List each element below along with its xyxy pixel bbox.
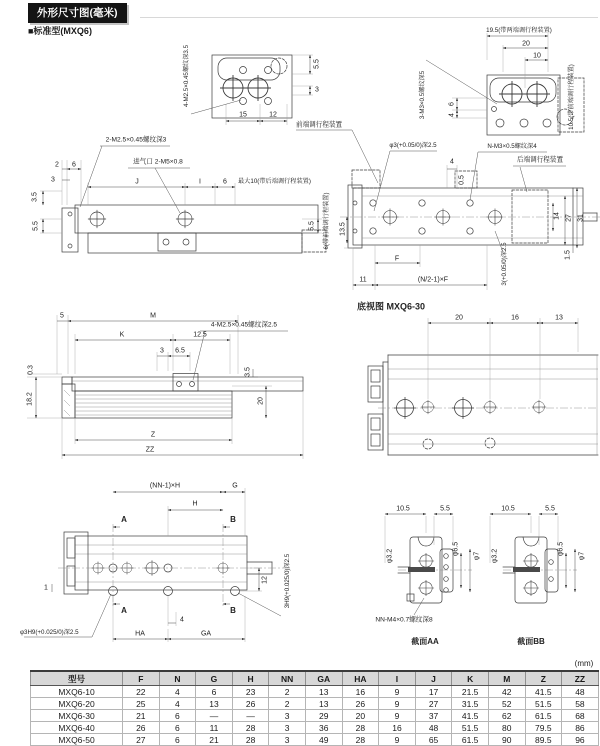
value-cell: 13 (305, 698, 342, 710)
column-header: I (379, 671, 416, 686)
value-cell: 27 (415, 698, 452, 710)
value-cell: 25 (123, 698, 160, 710)
pitch-formula: (N/2-1)×F (417, 276, 449, 284)
dim-label: 0.5 (458, 175, 466, 185)
thread-note: N-M3×0.5螺纹深4 (487, 142, 537, 150)
dim-label: 3.5 (244, 367, 252, 377)
dim-label: 4 (448, 113, 456, 117)
value-cell: 27 (123, 734, 160, 746)
hole-note: φ3H9(+0.025/0)深2.5 (20, 628, 79, 636)
value-cell: 21.5 (452, 686, 489, 698)
dim-label: J (135, 178, 139, 186)
top-view-right (426, 33, 584, 135)
value-cell: 80 (488, 722, 525, 734)
stroke-adjuster-note: 19.5(带两端调行程装置) (486, 26, 552, 34)
value-cell: 17 (415, 686, 452, 698)
section-mark-b: B (230, 515, 236, 524)
dim-label: 5.5 (313, 59, 321, 69)
dim-label: ZZ (145, 446, 155, 454)
value-cell: 79.5 (525, 722, 562, 734)
dim-label: 11 (359, 276, 367, 284)
value-cell: 51.5 (525, 698, 562, 710)
dim-label: H (192, 500, 198, 508)
column-header: J (415, 671, 452, 686)
value-cell: 4 (159, 686, 196, 698)
dim-label: 18.2 (26, 392, 34, 406)
value-cell: 37 (415, 710, 452, 722)
thread-note: 2-M2.5×0.45螺纹深3 (105, 136, 167, 144)
dim-label: 5.5 (545, 505, 555, 513)
value-cell: 11 (196, 722, 233, 734)
dim-label: 6 (448, 102, 456, 106)
stroke-adjuster-note: 10.5(带前端调行程装置) (567, 64, 575, 130)
dim-label: K (119, 331, 125, 339)
dimensions-table (30, 670, 599, 746)
dim-label: 6.5 (175, 347, 185, 355)
section-mark-b: B (230, 606, 236, 615)
value-cell: 31.5 (452, 698, 489, 710)
value-cell: 51.5 (452, 722, 489, 734)
stroke-adjuster-note: 6(带前端调行程装置) (322, 192, 330, 250)
value-cell: 52 (488, 698, 525, 710)
dim-label: 10.5 (396, 505, 410, 513)
value-cell: 21 (196, 734, 233, 746)
table-row (31, 710, 599, 722)
dim-label: 2 (55, 161, 59, 169)
bottom-view (368, 318, 598, 455)
value-cell: 3 (269, 710, 306, 722)
dim-label: 3 (160, 347, 164, 355)
value-cell: 29 (305, 710, 342, 722)
dim-label: φ7 (473, 551, 481, 561)
value-cell: 58 (562, 698, 599, 710)
dim-label: 5 (60, 312, 64, 320)
dim-label: 20 (455, 314, 463, 322)
dim-label: 12 (269, 111, 277, 119)
section-mark-a: A (121, 515, 127, 524)
dim-label: 1.5 (564, 250, 572, 260)
value-cell: 23 (232, 686, 269, 698)
value-cell: 49 (305, 734, 342, 746)
value-cell: 13 (196, 698, 233, 710)
value-cell: 9 (379, 686, 416, 698)
air-port-note: 进气口 2-M5×0.8 (133, 158, 183, 166)
section-bb-title: 截面BB (517, 637, 545, 646)
dim-label: 5.5 (32, 221, 40, 231)
value-cell: 28 (232, 734, 269, 746)
value-cell: — (232, 710, 269, 722)
max-stroke-note: 最大10(带后端调行程装置) (238, 177, 311, 185)
dim-label: 3 (315, 86, 319, 94)
value-cell: 9 (379, 698, 416, 710)
value-cell: 6 (196, 686, 233, 698)
pitch-formula: (NN-1)×H (149, 482, 181, 490)
value-cell: 16 (379, 722, 416, 734)
dim-label: 5.5 (308, 221, 316, 231)
dim-label: 6 (72, 161, 76, 169)
table-row (31, 722, 599, 734)
series-subtitle: ■标准型(MXQ6) (28, 26, 92, 36)
dim-label: 12.5 (193, 331, 207, 339)
value-cell: 28 (342, 722, 379, 734)
value-cell: 20 (342, 710, 379, 722)
value-cell: 16 (342, 686, 379, 698)
dim-label: 0.3 (27, 365, 35, 375)
value-cell: 9 (379, 734, 416, 746)
value-cell: 6 (159, 710, 196, 722)
top-view-left (191, 55, 313, 125)
column-header: Z (525, 671, 562, 686)
value-cell: 2 (269, 698, 306, 710)
column-header: 型号 (31, 671, 123, 686)
dim-label: GA (200, 630, 212, 638)
thread-note: 4-M2.5×0.45螺纹深2.5 (210, 321, 278, 329)
dim-label: 31 (577, 214, 585, 222)
value-cell: 41.5 (452, 710, 489, 722)
dim-label: G (232, 482, 238, 490)
dim-label: 16 (511, 314, 519, 322)
model-cell: MXQ6-10 (31, 686, 123, 698)
dim-label: F (394, 255, 400, 263)
column-header: N (159, 671, 196, 686)
column-header: GA (305, 671, 342, 686)
dim-label: 6 (223, 178, 227, 186)
dim-label: φ6.5 (452, 541, 460, 557)
dim-label: 15 (239, 111, 247, 119)
dim-label: 4 (180, 616, 184, 624)
column-header: K (452, 671, 489, 686)
value-cell: 48 (415, 722, 452, 734)
hole-note: 3(+0.05/0)深2.5 (500, 242, 508, 286)
dim-label: 4 (450, 158, 454, 166)
dim-label: φ6.5 (557, 541, 565, 557)
value-cell: 48 (562, 686, 599, 698)
dim-label: φ7 (578, 551, 586, 561)
value-cell: 61.5 (525, 710, 562, 722)
page-title: 外形尺寸图(毫米) (28, 3, 127, 23)
value-cell: 36 (305, 722, 342, 734)
dim-label: Z (150, 431, 156, 439)
dim-label: 3 (51, 176, 55, 184)
column-header: HA (342, 671, 379, 686)
value-cell: 3 (269, 722, 306, 734)
dim-label: HA (135, 630, 145, 638)
model-cell: MXQ6-30 (31, 710, 123, 722)
column-header: ZZ (562, 671, 599, 686)
value-cell: 9 (379, 710, 416, 722)
table-row (31, 686, 599, 698)
value-cell: 4 (159, 698, 196, 710)
value-cell: — (196, 710, 233, 722)
value-cell: 89.5 (525, 734, 562, 746)
dim-label: 20 (257, 397, 265, 405)
mounting-view (24, 488, 290, 642)
value-cell: 96 (562, 734, 599, 746)
table-row (31, 734, 599, 746)
dim-label: φ3.2 (491, 548, 499, 564)
column-header: M (488, 671, 525, 686)
dim-label: 10 (533, 52, 541, 60)
side-view (27, 312, 303, 459)
value-cell: 13 (305, 686, 342, 698)
thread-note: 3-M3×0.5螺纹深5 (418, 70, 426, 120)
dim-label: 10.5 (501, 505, 515, 513)
front-adjuster-note: 前端调行程装置 (296, 121, 343, 129)
dim-label: 12 (261, 576, 269, 584)
value-cell: 61.5 (452, 734, 489, 746)
dim-label: 13.5 (339, 222, 347, 236)
column-header: F (123, 671, 160, 686)
value-cell: 90 (488, 734, 525, 746)
dim-label: 20 (522, 40, 530, 48)
dim-label: 27 (565, 214, 573, 222)
value-cell: 2 (269, 686, 306, 698)
value-cell: 28 (232, 722, 269, 734)
dim-label: M (150, 312, 156, 320)
dim-label: 14 (553, 212, 561, 220)
value-cell: 42 (488, 686, 525, 698)
model-cell: MXQ6-50 (31, 734, 123, 746)
column-header: NN (269, 671, 306, 686)
dim-label: 5.5 (440, 505, 450, 513)
plan-view (296, 130, 600, 290)
bottom-view-title: 底视图 MXQ6-30 (357, 301, 426, 312)
value-cell: 26 (232, 698, 269, 710)
thread-note: 4-M2.5×0.45螺纹深3.5 (182, 44, 190, 108)
value-cell: 28 (342, 734, 379, 746)
value-cell: 6 (159, 722, 196, 734)
section-mark-a: A (121, 606, 127, 615)
value-cell: 26 (342, 698, 379, 710)
dim-label: φ3.2 (386, 548, 394, 564)
value-cell: 41.5 (525, 686, 562, 698)
thread-note: NN-M4×0.7螺纹深8 (375, 616, 433, 624)
model-cell: MXQ6-20 (31, 698, 123, 710)
value-cell: 68 (562, 710, 599, 722)
dim-label: 13 (555, 314, 563, 322)
column-header: G (196, 671, 233, 686)
value-cell: 21 (123, 710, 160, 722)
rear-adjuster-note: 后端调行程装置 (516, 156, 564, 164)
hole-note: 3H9(+0.025/0)深2.5 (283, 553, 291, 609)
value-cell: 22 (123, 686, 160, 698)
table-header-row (31, 671, 599, 686)
model-cell: MXQ6-40 (31, 722, 123, 734)
dim-label: 3.5 (31, 192, 39, 202)
hole-note: φ3(+0.05/0)深2.5 (389, 141, 437, 149)
column-header: H (232, 671, 269, 686)
value-cell: 26 (123, 722, 160, 734)
dim-label: 1 (44, 584, 48, 592)
section-views (385, 514, 577, 615)
unit-note: (mm) (574, 659, 594, 668)
dim-label: I (199, 178, 201, 186)
value-cell: 65 (415, 734, 452, 746)
value-cell: 3 (269, 734, 306, 746)
section-aa-title: 截面AA (411, 637, 439, 646)
table-row (31, 698, 599, 710)
value-cell: 86 (562, 722, 599, 734)
value-cell: 62 (488, 710, 525, 722)
value-cell: 6 (159, 734, 196, 746)
